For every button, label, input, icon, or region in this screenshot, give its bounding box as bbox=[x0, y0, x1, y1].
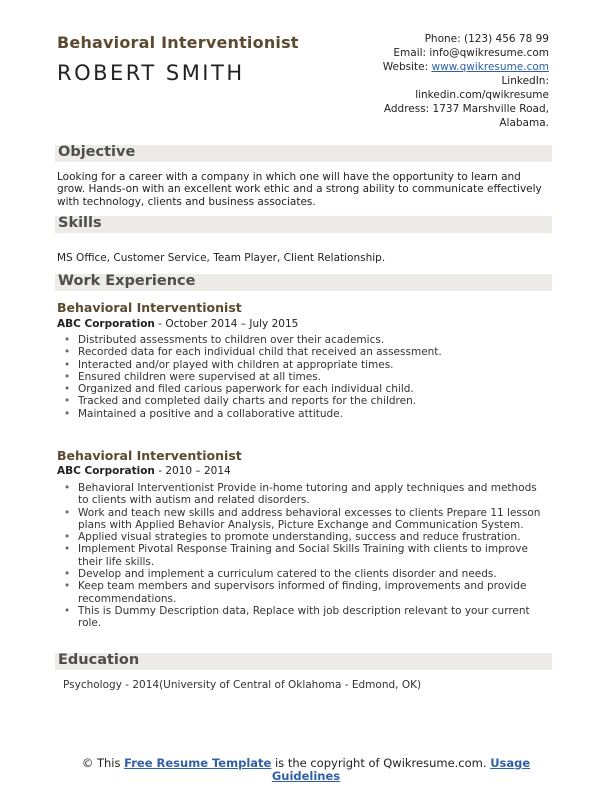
work-section-header bbox=[55, 274, 552, 291]
job-2-duty: • Work and teach new skills and address behavioral excesses to clients Prepare 11 lesson plans with Applied Behavior Analysis, Picture Exchange and Communication System. bbox=[62, 507, 547, 532]
job-2-duty: • Behavioral Interventionist Provide in-home tutoring and apply techniques and methods to clients with autism and related disorders. bbox=[62, 482, 547, 507]
skills-heading: Skills bbox=[58, 215, 102, 231]
job-2-duty: • Keep team members and supervisors informed of finding, improvements and provide recommendations. bbox=[62, 580, 547, 605]
contact-website bbox=[319, 60, 549, 74]
website-label: Website: bbox=[382, 61, 429, 73]
job-1-duty: • Ensured children were supervised at all times. bbox=[62, 371, 547, 383]
job-2-title: Behavioral Interventionist bbox=[57, 448, 242, 463]
job-1-title: Behavioral Interventionist bbox=[57, 300, 242, 315]
job-2-employer bbox=[57, 465, 231, 477]
education-heading: Education bbox=[58, 652, 140, 668]
job-2-company: ABC Corporation bbox=[57, 465, 155, 477]
address-line-2: Alabama. bbox=[499, 117, 549, 129]
education-text: Psychology - 2014(University of Central of Oklahoma - Edmond, OK) bbox=[63, 679, 422, 691]
job-1-duty: • Distributed assessments to children over their academics. bbox=[62, 334, 547, 346]
job-1-duties bbox=[62, 334, 547, 420]
job-2-duty: • This is Dummy Description data, Replace with job description relevant to your current role. bbox=[62, 605, 547, 630]
linkedin-label: LinkedIn: bbox=[501, 75, 549, 87]
linkedin-value: linkedin.com/qwikresume bbox=[415, 89, 549, 101]
skills-text: MS Office, Customer Service, Team Player, Client Relationship. bbox=[57, 252, 386, 264]
job-2-duty: • Develop and implement a curriculum catered to the clients disorder and needs. bbox=[62, 568, 547, 580]
job-1-duty: • Recorded data for each individual child that received an assessment. bbox=[62, 346, 547, 358]
job-1-employer bbox=[57, 318, 298, 330]
job-1-dates: - October 2014 – July 2015 bbox=[154, 318, 299, 330]
footer-middle: is the copyright of Qwikresume.com. bbox=[271, 756, 491, 770]
address-line-1: Address: 1737 Marshville Road, bbox=[383, 103, 549, 115]
person-name: ROBERT SMITH bbox=[57, 61, 245, 85]
objective-text: Looking for a career with a company in which one will have the opportunity to learn and grow. Hands-on with an excellent work ethic and a strong ability to communicate effectively with technology, clients and business associates. bbox=[57, 171, 542, 208]
skills-section-header bbox=[55, 216, 552, 233]
job-1-duty: • Maintained a positive and a collaborative attitude. bbox=[62, 408, 547, 420]
job-2-dates: - 2010 – 2014 bbox=[154, 465, 231, 477]
job-title: Behavioral Interventionist bbox=[57, 33, 299, 52]
job-2-duty: • Applied visual strategies to promote understanding, success and reduce frustration. bbox=[62, 531, 547, 543]
education-section-header bbox=[55, 653, 552, 670]
job-2-duties bbox=[62, 482, 547, 630]
objective-section-header bbox=[55, 145, 552, 162]
work-heading: Work Experience bbox=[58, 273, 196, 289]
job-1-duty: • Tracked and completed daily charts and reports for the children. bbox=[62, 395, 547, 407]
job-1-duty: • Organized and filed carious paperwork for each individual child. bbox=[62, 383, 547, 395]
website-link[interactable]: www.qwikresume.com bbox=[431, 61, 549, 73]
usage-guidelines-link[interactable]: Usage Guidelines bbox=[271, 756, 531, 783]
job-1-duty: • Interacted and/or played with children at appropriate times. bbox=[62, 359, 547, 371]
contact-phone: Phone: (123) 456 78 99 bbox=[424, 33, 549, 45]
objective-heading: Objective bbox=[58, 144, 136, 160]
contact-email: Email: info@qwikresume.com bbox=[393, 47, 549, 59]
contact-block bbox=[319, 32, 549, 130]
copyright-footer bbox=[56, 757, 556, 783]
resume-header bbox=[57, 33, 299, 85]
free-resume-template-link[interactable]: Free Resume Template bbox=[124, 756, 272, 770]
footer-prefix: © This bbox=[81, 756, 125, 770]
job-1-company: ABC Corporation bbox=[57, 318, 155, 330]
job-2-duty: • Implement Pivotal Response Training and Social Skills Training with clients to improve their life skills. bbox=[62, 543, 547, 568]
